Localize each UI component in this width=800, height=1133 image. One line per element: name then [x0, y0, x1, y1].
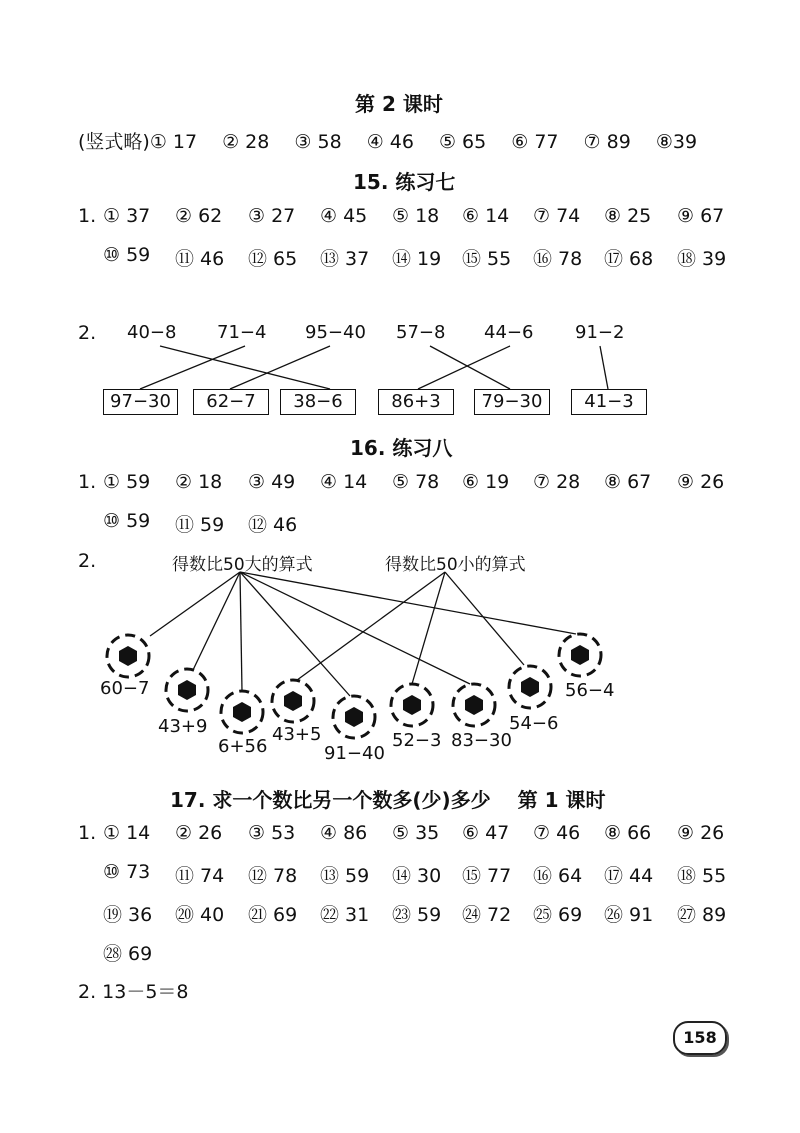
section16-q2-number: 2. [78, 550, 97, 572]
answer-item: ③ 49 [248, 471, 296, 493]
answer-item: ⑤ 18 [392, 205, 440, 227]
answer-item: ⑤ 35 [392, 822, 440, 844]
answer-item: ⑧ 25 [604, 205, 652, 227]
answer-item: ⑯ 64 [533, 865, 583, 887]
match-line [193, 572, 240, 670]
answer-item: ⑪ 59 [175, 514, 225, 536]
answer-item: ⑧ 66 [604, 822, 652, 844]
page-number: 158 [673, 1021, 727, 1055]
answer-item: ⑩ 59 [103, 510, 151, 532]
top-expression: 91−2 [575, 322, 625, 343]
match-line [293, 572, 445, 683]
soccer-ball-icon [272, 680, 314, 722]
answer-item: ① 59 [103, 471, 151, 493]
answer-item: ⑬ 37 [320, 248, 370, 270]
match-line [412, 572, 445, 684]
match-line [430, 346, 510, 389]
answer-box: 38−6 [280, 389, 356, 415]
answer-item: ⑲ 36 [103, 904, 153, 926]
match-line [240, 572, 576, 634]
answer-item: ⑨ 26 [677, 822, 725, 844]
answer-item: ⑥ 14 [462, 205, 510, 227]
ball-expression: 56−4 [565, 680, 615, 701]
lesson2-title: 第 2 课时 [355, 92, 443, 116]
answer-item: ① 14 [103, 822, 151, 844]
ball-expression: 83−30 [451, 730, 512, 751]
answer-item: ⑤ 78 [392, 471, 440, 493]
answer-item: ㉖ 91 [604, 904, 654, 926]
ball-expression: 43+9 [158, 716, 208, 737]
ball-expression: 43+5 [272, 724, 322, 745]
answer-item: ⑱ 39 [677, 248, 727, 270]
match-line [240, 572, 350, 696]
answer-item: ③ 53 [248, 822, 296, 844]
answer-item: ② 18 [175, 471, 223, 493]
match-line [418, 346, 510, 389]
top-expression: 40−8 [127, 322, 177, 343]
section17-q2: 2. 13－5＝8 [78, 981, 189, 1003]
soccer-ball-icon [391, 684, 433, 726]
top-expression: 44−6 [484, 322, 534, 343]
answer-item: ⑬ 59 [320, 865, 370, 887]
soccer-ball-icon [221, 691, 263, 733]
answer-item: ⑫ 78 [248, 865, 298, 887]
answer-item: ㉒ 31 [320, 904, 370, 926]
label-greater-than-50: 得数比50大的算式 [172, 555, 313, 575]
label-less-than-50: 得数比50小的算式 [385, 555, 526, 575]
answer-item: ㉔ 72 [462, 904, 512, 926]
answer-item: ① 37 [103, 205, 151, 227]
answer-item: ⑦ 28 [533, 471, 581, 493]
answer-item: ④ 14 [320, 471, 368, 493]
answer-item: ⑳ 40 [175, 904, 225, 926]
answer-item: ② 26 [175, 822, 223, 844]
top-expression: 95−40 [305, 322, 366, 343]
answer-item: ③ 27 [248, 205, 296, 227]
match-line [150, 572, 240, 636]
answer-item: ㉗ 89 [677, 904, 727, 926]
answer-item: ⑧ 67 [604, 471, 652, 493]
answer-item: ⑱ 55 [677, 865, 727, 887]
answer-item: ⑯ 78 [533, 248, 583, 270]
section15-title: 15. 练习七 [353, 170, 456, 194]
section17-title: 17. 求一个数比另一个数多(少)多少 第 1 课时 [170, 788, 606, 812]
answer-item: ⑦ 46 [533, 822, 581, 844]
match-line [445, 572, 524, 665]
answer-item: ② 62 [175, 205, 223, 227]
section16-q1-number: 1. [78, 471, 97, 493]
top-expression: 71−4 [217, 322, 267, 343]
answer-box: 79−30 [474, 389, 550, 415]
soccer-ball-icon [107, 635, 149, 677]
section15-q1-number: 1. [78, 205, 97, 227]
answer-box: 97−30 [103, 389, 178, 415]
answer-item: ⑰ 44 [604, 865, 654, 887]
ball-expression: 52−3 [392, 730, 442, 751]
answer-item: ⑮ 55 [462, 248, 512, 270]
soccer-ball-icon [333, 696, 375, 738]
answer-item: ⑨ 67 [677, 205, 725, 227]
answer-item: ⑪ 46 [175, 248, 225, 270]
ball-expression: 91−40 [324, 743, 385, 764]
answer-item: ⑪ 74 [175, 865, 225, 887]
answer-item: ⑫ 65 [248, 248, 298, 270]
ball-expression: 6+56 [218, 736, 268, 757]
answer-item: ⑰ 68 [604, 248, 654, 270]
answer-item: ⑭ 30 [392, 865, 442, 887]
match-line [600, 346, 608, 389]
lesson2-answers: (竖式略)① 17 ② 28 ③ 58 ④ 46 ⑤ 65 ⑥ 77 ⑦ 89 ⑧39 [78, 131, 698, 153]
answer-item: ㉓ 59 [392, 904, 442, 926]
answer-item: ⑥ 19 [462, 471, 510, 493]
ball-expression: 54−6 [509, 713, 559, 734]
answer-item: ④ 86 [320, 822, 368, 844]
answer-box: 62−7 [193, 389, 269, 415]
match-line [240, 572, 242, 691]
answer-item: ㉑ 69 [248, 904, 298, 926]
answer-box: 86+3 [378, 389, 454, 415]
answer-item: ④ 45 [320, 205, 368, 227]
match-line [140, 346, 245, 389]
answer-box: 41−3 [571, 389, 647, 415]
answer-item: ⑮ 77 [462, 865, 512, 887]
answer-item: ⑨ 26 [677, 471, 725, 493]
section17-q1-number: 1. [78, 822, 97, 844]
answer-item: ㉕ 69 [533, 904, 583, 926]
answer-item: ⑦ 74 [533, 205, 581, 227]
ball-expression: 60−7 [100, 678, 150, 699]
match-line [240, 572, 470, 684]
soccer-ball-icon [166, 669, 208, 711]
section15-q2-number: 2. [78, 322, 97, 344]
section16-title: 16. 练习八 [350, 436, 453, 460]
answer-item: ⑩ 73 [103, 861, 151, 883]
answer-item: ⑭ 19 [392, 248, 442, 270]
answer-item: ㉘ 69 [103, 943, 153, 965]
top-expression: 57−8 [396, 322, 446, 343]
soccer-ball-icon [509, 666, 551, 708]
soccer-ball-icon [453, 684, 495, 726]
soccer-ball-icon [559, 634, 601, 676]
answer-item: ⑩ 59 [103, 244, 151, 266]
answer-item: ⑫ 46 [248, 514, 298, 536]
answer-item: ⑥ 47 [462, 822, 510, 844]
